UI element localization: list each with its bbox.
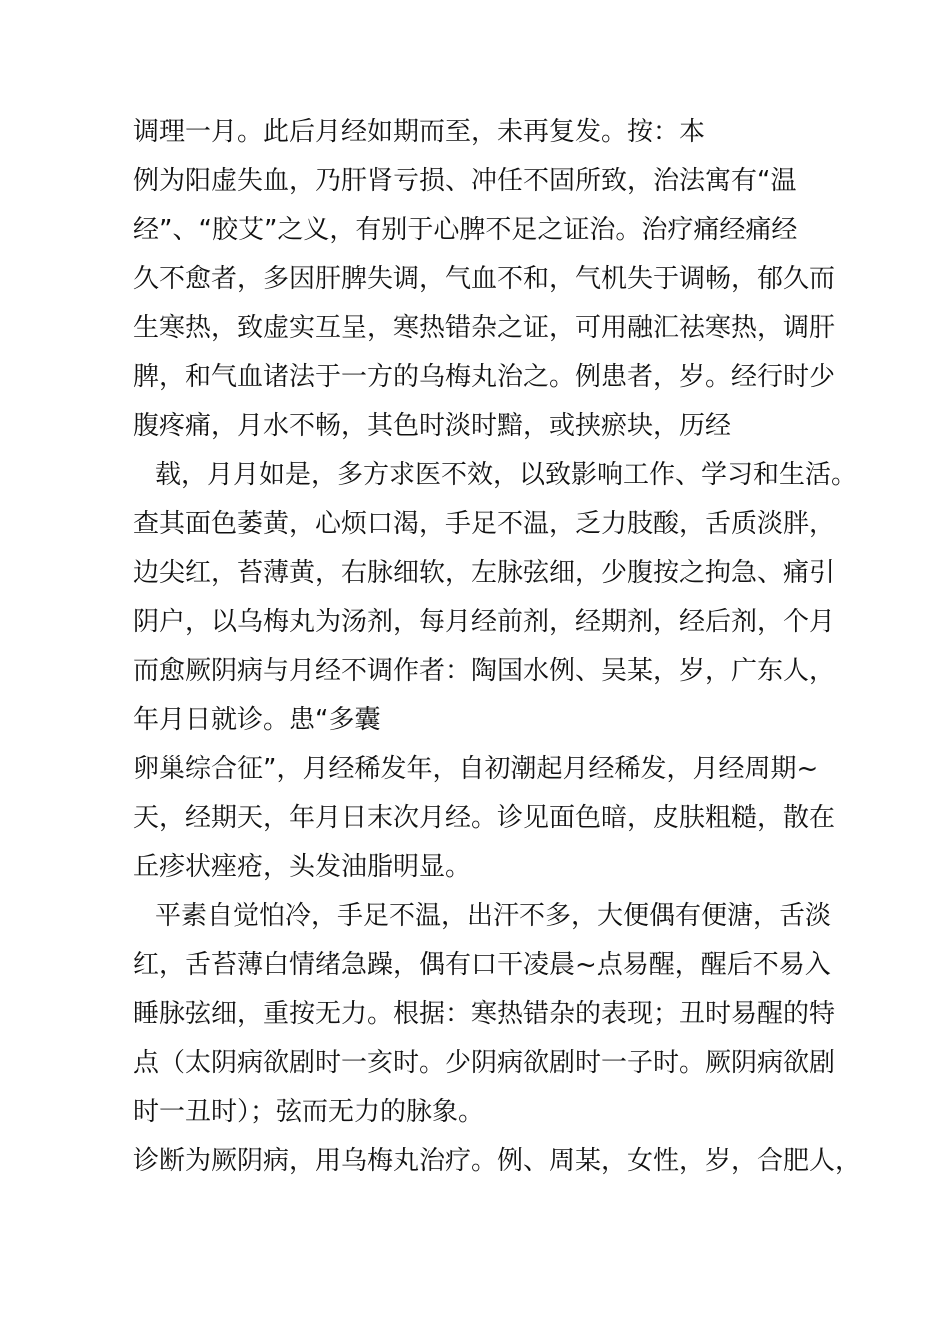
text-line: 经”、“胶艾”之义，有别于心脾不足之证治。治疗痛经痛经 (133, 215, 798, 245)
body-text (133, 108, 862, 1186)
text-line: 久不愈者，多因肝脾失调，气血不和，气机失于调畅，郁久而 (133, 264, 836, 294)
text-line: 查其面色萎黄，心烦口渴，手足不温，乏力肢酸，舌质淡胖， (133, 509, 836, 539)
text-line: 红，舌苔薄白情绪急躁，偶有口干凌晨~点易醒，醒后不易入 (133, 950, 831, 980)
text-line: 时一丑时）；弦而无力的脉象。 (133, 1097, 485, 1127)
text-line: 载，月月如是，多方求医不效，以致影响工作、学习和生活。 (155, 460, 858, 490)
text-line: 生寒热，致虚实互呈，寒热错杂之证，可用融汇祛寒热，调肝 (133, 313, 836, 343)
text-line: 边尖红，苔薄黄，右脉细软，左脉弦细，少腹按之拘急、痛引 (133, 558, 836, 588)
text-line: 丘疹状痤疮，头发油脂明显。 (133, 852, 472, 882)
text-line: 例为阳虚失血，乃肝肾亏损、冲任不固所致，治法寓有“温 (133, 166, 797, 196)
text-line: 睡脉弦细，重按无力。根据：寒热错杂的表现；丑时易醒的特 (133, 999, 836, 1029)
text-line: 天，经期天，年月日末次月经。诊见面色暗，皮肤粗糙，散在 (133, 803, 836, 833)
text-line: 脾，和气血诸法于一方的乌梅丸治之。例患者，岁。经行时少 (133, 362, 836, 392)
text-line: 卵巢综合征”，月经稀发年，自初潮起月经稀发，月经周期~ (133, 754, 819, 784)
text-line: 调理一月。此后月经如期而至，未再复发。按：本 (133, 117, 706, 147)
text-line: 而愈厥阴病与月经不调作者：陶国水例、吴某，岁，广东人， (133, 656, 836, 686)
text-line: 平素自觉怕冷，手足不温，出汗不多，大便偶有便溏，舌淡 (155, 901, 832, 931)
text-line: 腹疼痛，月水不畅，其色时淡时黯，或挟瘀块，历经 (133, 411, 732, 441)
text-line: 年月日就诊。患“多囊 (133, 705, 381, 735)
text-line: 诊断为厥阴病，用乌梅丸治疗。例、周某，女性，岁，合肥人， (133, 1146, 862, 1176)
text-line: 阴户，以乌梅丸为汤剂，每月经前剂，经期剂，经后剂，个月 (133, 607, 836, 637)
text-line: 点（太阴病欲剧时一亥时。少阴病欲剧时一子时。厥阴病欲剧 (133, 1048, 836, 1078)
